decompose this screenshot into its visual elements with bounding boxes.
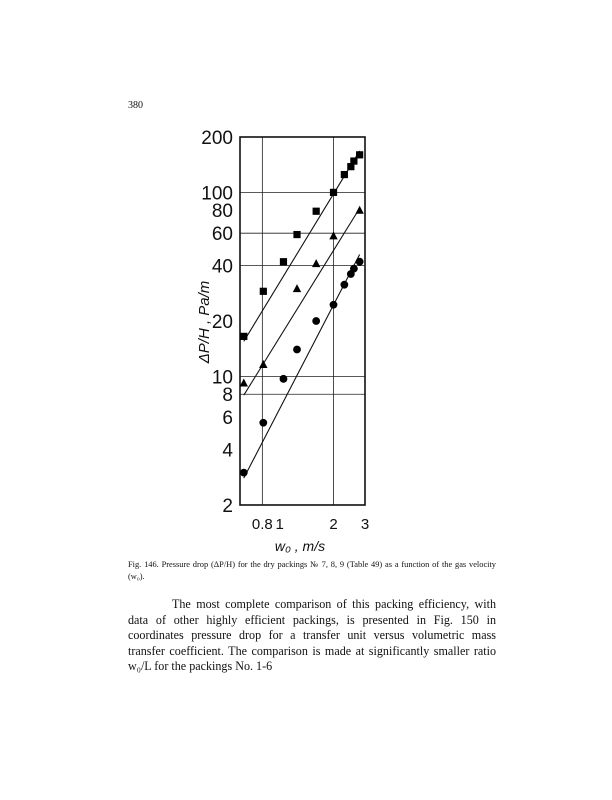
y-tick-label: 40	[211, 256, 233, 278]
data-point-circle	[240, 469, 248, 477]
y-tick-label: 8	[222, 385, 233, 407]
data-point-circle	[259, 419, 267, 427]
x-tick-label: 2	[329, 516, 338, 533]
data-point-triangle	[293, 284, 301, 292]
x-tick-label: 0.8	[251, 516, 273, 533]
y-tick-label: 80	[211, 201, 233, 223]
figure-caption: Fig. 146. Pressure drop (ΔP/H) for the dry packings № 7, 8, 9 (Table 49) as a function of the gas velocity (w₀).	[128, 560, 496, 581]
y-tick-label: 20	[211, 312, 233, 333]
data-point-circle	[330, 301, 338, 309]
data-point-triangle	[312, 259, 320, 267]
data-point-square	[341, 171, 348, 178]
data-point-triangle	[355, 206, 363, 214]
y-axis-label: ΔP/H , Pa/m	[196, 280, 213, 364]
body-paragraph: The most complete comparison of this packing efficiency, with data of other highly efficient packings, is presented in Fig. 150 in coordinates pressure drop for a transfer unit versus volumetric mass transfer coefficient. The comparison is made at significantly smaller ratio w₀/L for the packings No. 1-6	[128, 597, 496, 674]
fit-lines	[244, 151, 360, 478]
data-point-triangle	[259, 360, 267, 368]
data-point-circle	[340, 281, 348, 289]
x-tick-label: 1	[275, 516, 284, 533]
x-tick-labels	[252, 516, 369, 533]
y-tick-label: 6	[222, 408, 233, 430]
data-point-triangle	[329, 231, 337, 239]
data-point-square	[240, 333, 247, 340]
data-point-square	[313, 208, 320, 215]
page-number: 380	[128, 100, 143, 111]
data-point-square	[293, 231, 300, 238]
data-point-square	[260, 288, 267, 295]
y-tick-label: 4	[222, 440, 233, 462]
data-point-square	[350, 157, 357, 164]
data-point-square	[356, 151, 363, 158]
data-point-triangle	[240, 379, 248, 387]
y-tick-label: 10	[211, 367, 233, 389]
data-point-circle	[350, 265, 358, 273]
y-tick-label: 2	[222, 496, 233, 517]
data-point-circle	[293, 346, 301, 354]
data-point-square	[330, 189, 337, 196]
data-point-circle	[356, 258, 364, 266]
y-tick-label: 200	[201, 128, 233, 149]
y-tick-label: 100	[201, 183, 233, 205]
data-point-circle	[280, 375, 288, 383]
data-point-circle	[312, 317, 320, 325]
data-point-square	[280, 258, 287, 265]
x-axis-label: w₀ , m/s	[274, 538, 326, 554]
data-markers	[240, 151, 364, 476]
x-tick-label: 3	[360, 516, 370, 533]
fit-line	[244, 151, 360, 341]
y-tick-label: 60	[211, 224, 233, 246]
